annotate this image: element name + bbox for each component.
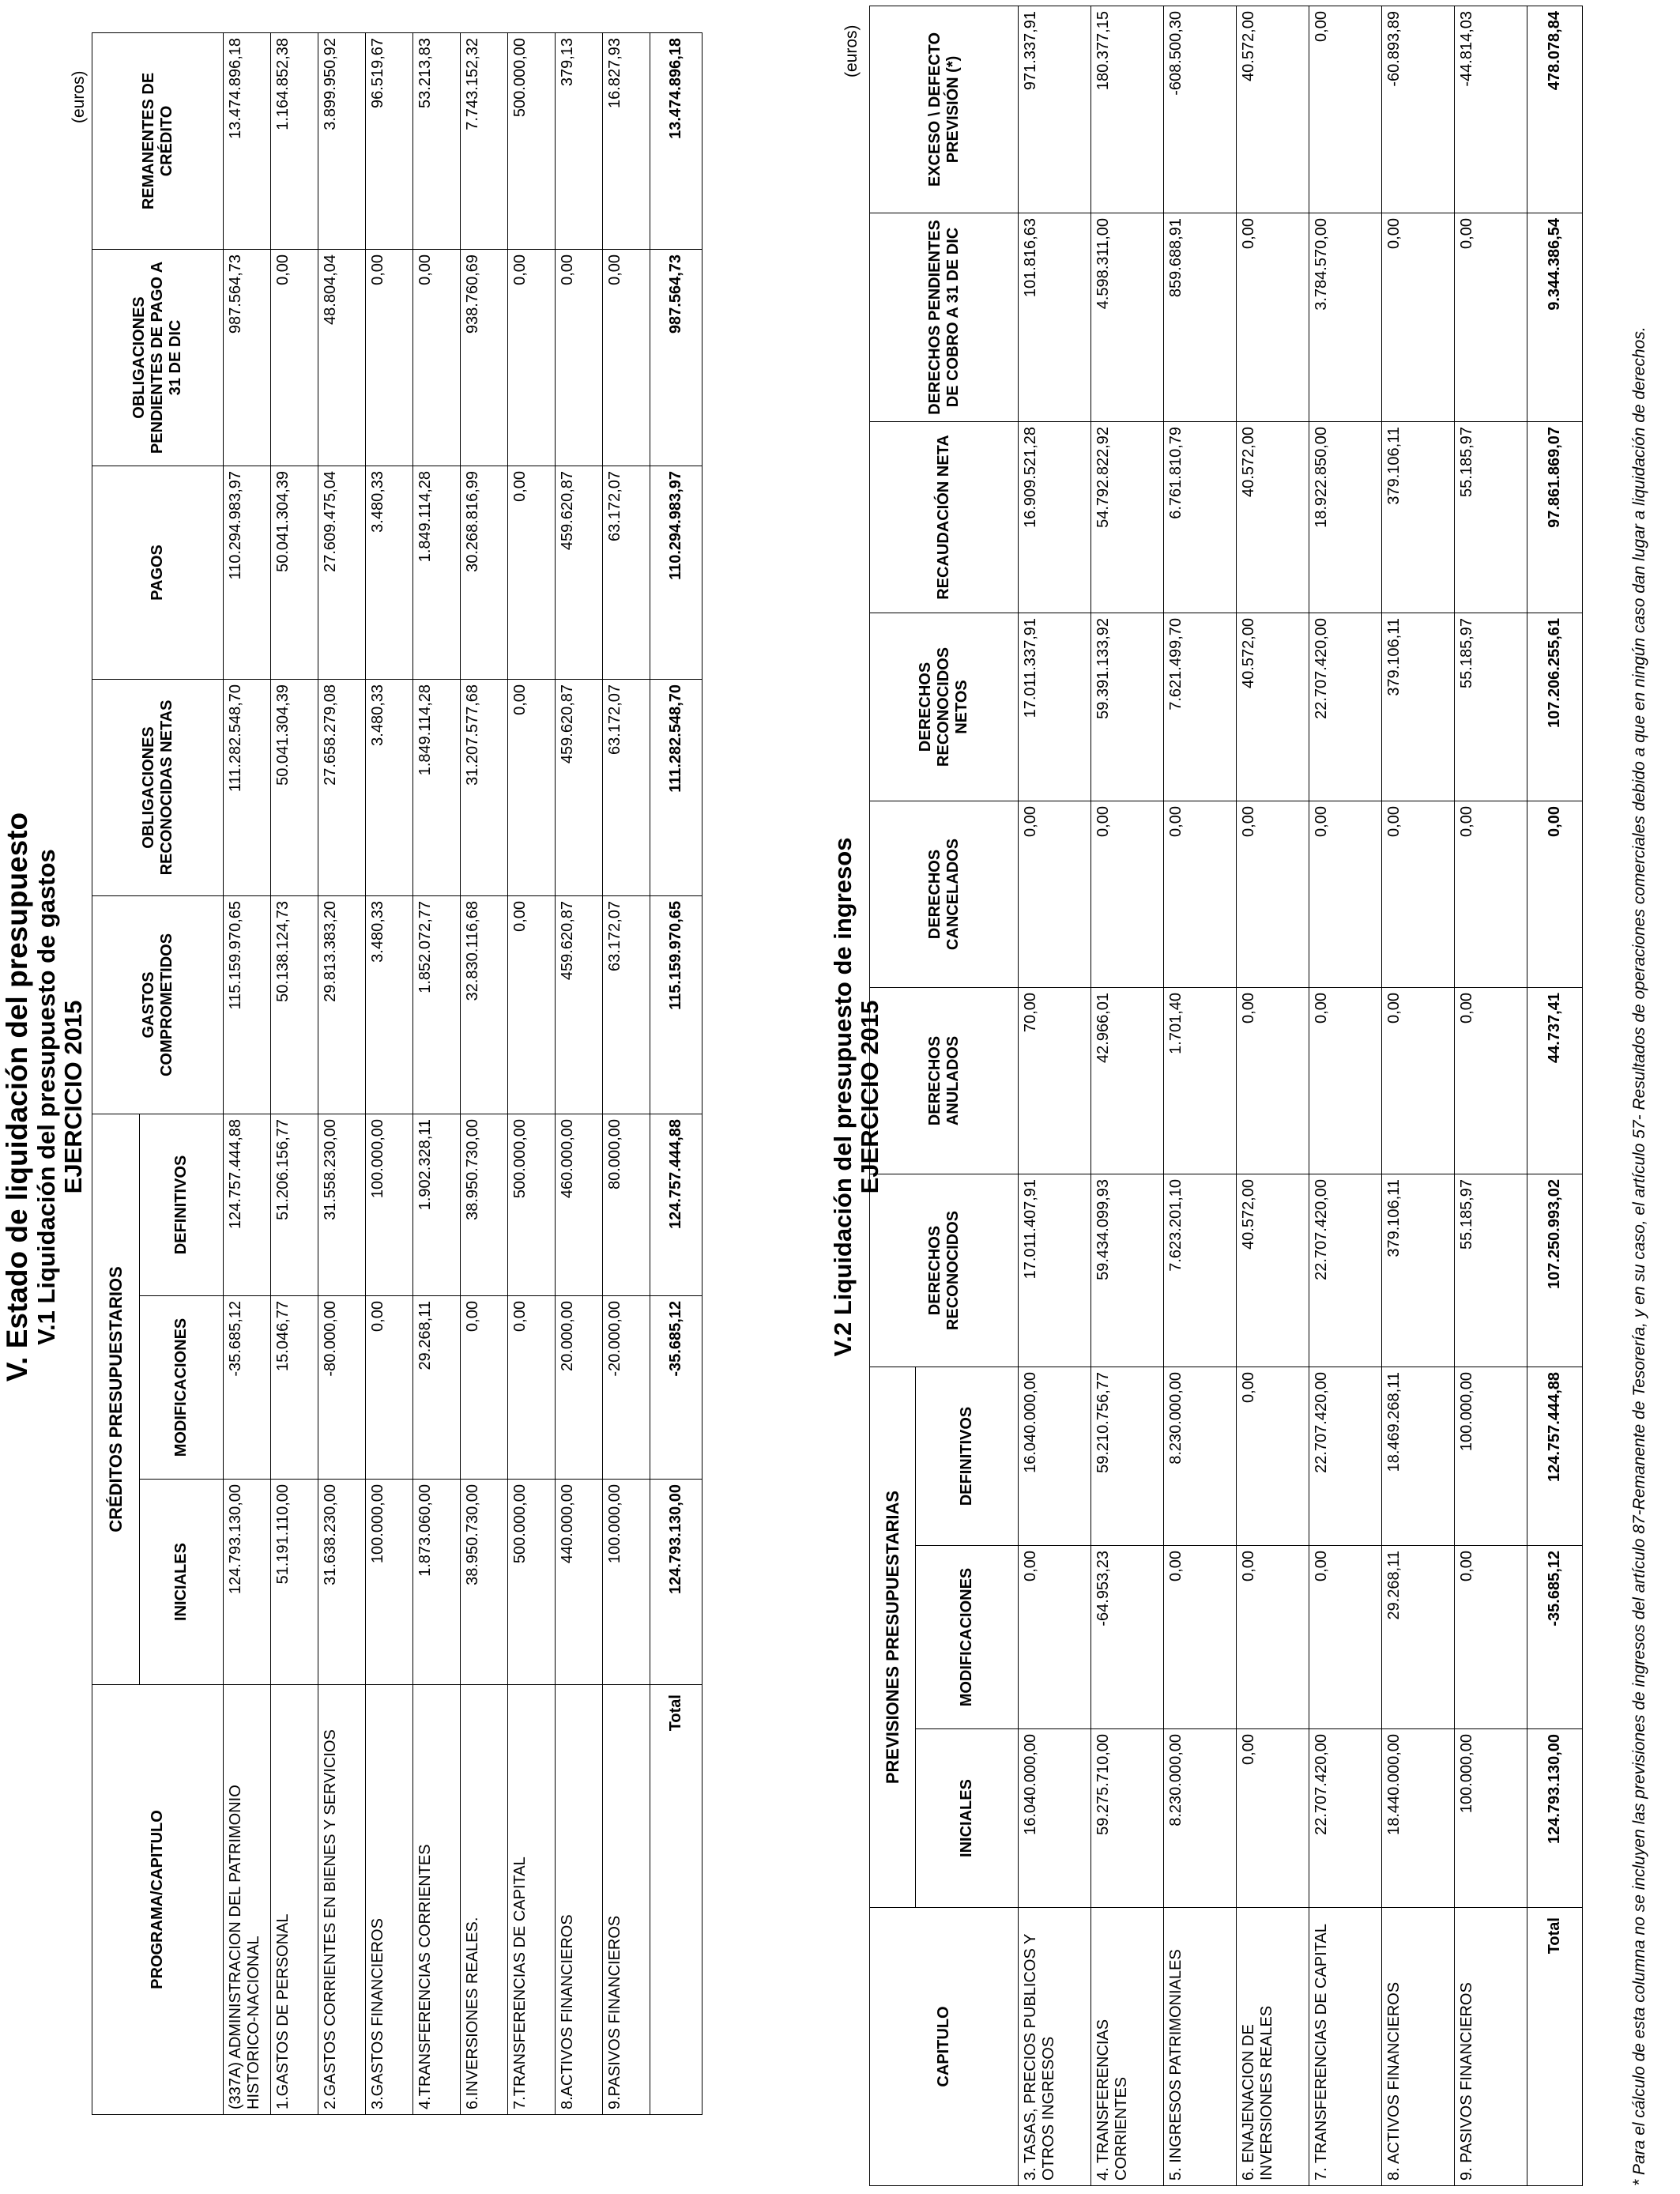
cell-value: 0,00: [1237, 1729, 1309, 1908]
cell-value: 30.268.816,99: [461, 466, 508, 679]
header-capitulo: CAPITULO: [870, 1908, 1019, 2186]
row-label: 8. ACTIVOS FINANCIEROS: [1382, 1908, 1455, 2186]
cell-value: 6.761.810,79: [1164, 422, 1237, 613]
cell-value: 32.830.116,68: [461, 895, 508, 1114]
cell-value: -35.685,12: [650, 1296, 703, 1480]
row-label: 3.GASTOS FINANCIEROS: [366, 1685, 413, 2115]
cell-value: 22.707.420,00: [1309, 1367, 1382, 1546]
cell-value: 440.000,00: [556, 1480, 603, 1685]
page-title: V. Estado de liquidación del presupuesto: [1, 812, 33, 1382]
cell-value: 8.230.000,00: [1164, 1367, 1237, 1546]
gastos-ejercicio: EJERCICIO 2015: [59, 1000, 87, 1194]
cell-value: 59.434.099,93: [1091, 1174, 1164, 1367]
cell-value: 478.078,84: [1527, 6, 1583, 213]
cell-value: 54.792.822,92: [1091, 422, 1164, 613]
cell-value: 7.621.499,70: [1164, 613, 1237, 801]
row-label: Total: [650, 1685, 703, 2115]
cell-value: 40.572,00: [1237, 613, 1309, 801]
table-row: [556, 32, 603, 2114]
cell-value: 115.159.970,65: [224, 895, 271, 1114]
cell-value: 459.620,87: [556, 895, 603, 1114]
cell-value: 59.210.756,77: [1091, 1367, 1164, 1546]
table-row: [1164, 6, 1237, 2186]
row-label: 7. TRANSFERENCIAS DE CAPITAL: [1309, 1908, 1382, 2186]
cell-value: 0,00: [1237, 1367, 1309, 1546]
cell-value: 0,00: [508, 895, 556, 1114]
cell-value: 0,00: [508, 466, 556, 679]
cell-value: 29.813.383,20: [318, 895, 366, 1114]
cell-value: 16.040.000,00: [1019, 1729, 1091, 1908]
cell-value: 42.966,01: [1091, 988, 1164, 1174]
header-remanentes: REMANENTES DE CRÉDITO: [92, 32, 224, 249]
cell-value: -64.953,23: [1091, 1546, 1164, 1729]
cell-value: 0,00: [1382, 801, 1455, 988]
cell-value: 59.391.133,92: [1091, 613, 1164, 801]
header-derechos-netos: DERECHOS RECONOCIDOS NETOS: [870, 613, 1019, 801]
gastos-subtitle: V.1 Liquidación del presupuesto de gastos: [32, 849, 60, 1345]
cell-value: -35.685,12: [224, 1296, 271, 1480]
cell-value: 96.519,67: [366, 32, 413, 249]
cell-value: 1.701,40: [1164, 988, 1237, 1174]
cell-value: 16.040.000,00: [1019, 1367, 1091, 1546]
row-label: 9.PASIVOS FINANCIEROS: [603, 1685, 650, 2115]
table-row: [271, 32, 318, 2114]
header-derechos-anulados: DERECHOS ANULADOS: [870, 988, 1019, 1174]
cell-value: 59.275.710,00: [1091, 1729, 1164, 1908]
cell-value: 0,00: [413, 249, 461, 466]
cell-value: 0,00: [1455, 988, 1527, 1174]
cell-value: 0,00: [1237, 988, 1309, 1174]
row-label: 6.INVERSIONES REALES.: [461, 1685, 508, 2115]
table-row: [1382, 6, 1455, 2186]
cell-value: 1.849.114,28: [413, 466, 461, 679]
cell-value: 100.000,00: [1455, 1729, 1527, 1908]
header-gastos-comprometidos: GASTOS COMPROMETIDOS: [92, 895, 224, 1114]
table-row: [366, 32, 413, 2114]
total-row: [1527, 6, 1583, 2186]
header-programa: PROGRAMA/CAPITULO: [92, 1685, 224, 2115]
cell-value: 4.598.311,00: [1091, 213, 1164, 422]
header-modificaciones: MODIFICACIONES: [916, 1546, 1019, 1729]
row-label: 3. TASAS, PRECIOS PUBLICOS Y OTROS INGRESOS: [1019, 1908, 1091, 2186]
table-row: [224, 32, 271, 2114]
header-obligaciones-reconocidas: OBLIGACIONES RECONOCIDAS NETAS: [92, 679, 224, 895]
cell-value: 460.000,00: [556, 1114, 603, 1295]
cell-value: 0,00: [461, 1296, 508, 1480]
cell-value: 0,00: [1019, 1546, 1091, 1729]
row-label: Total: [1527, 1908, 1583, 2186]
header-recaudacion-neta: RECAUDACIÓN NETA: [870, 422, 1019, 613]
cell-value: 100.000,00: [603, 1480, 650, 1685]
cell-value: 500.000,00: [508, 1480, 556, 1685]
cell-value: 1.849.114,28: [413, 679, 461, 895]
cell-value: 0,00: [603, 249, 650, 466]
cell-value: 40.572,00: [1237, 6, 1309, 213]
cell-value: 17.011.337,91: [1019, 613, 1091, 801]
cell-value: 40.572,00: [1237, 422, 1309, 613]
cell-value: 27.609.475,04: [318, 466, 366, 679]
cell-value: 50.041.304,39: [271, 679, 318, 895]
cell-value: 101.816,63: [1019, 213, 1091, 422]
cell-value: 0,00: [1237, 801, 1309, 988]
cell-value: 0,00: [508, 1296, 556, 1480]
header-derechos-reconocidos: DERECHOS RECONOCIDOS: [870, 1174, 1019, 1367]
cell-value: 100.000,00: [1455, 1367, 1527, 1546]
table-row: [1019, 6, 1091, 2186]
cell-value: 1.902.328,11: [413, 1114, 461, 1295]
cell-value: 48.804,04: [318, 249, 366, 466]
cell-value: 97.861.869,07: [1527, 422, 1583, 613]
cell-value: 7.743.152,32: [461, 32, 508, 249]
cell-value: 55.185,97: [1455, 613, 1527, 801]
cell-value: 51.206.156,77: [271, 1114, 318, 1295]
row-label: 5. INGRESOS PATRIMONIALES: [1164, 1908, 1237, 2186]
cell-value: 0,00: [508, 249, 556, 466]
cell-value: 379,13: [556, 32, 603, 249]
cell-value: 0,00: [1309, 801, 1382, 988]
header-creditos-presupuestarios: CRÉDITOS PRESUPUESTARIOS: [92, 1114, 140, 1684]
cell-value: 124.793.130,00: [224, 1480, 271, 1685]
cell-value: 27.658.279,08: [318, 679, 366, 895]
cell-value: 110.294.983,97: [224, 466, 271, 679]
gastos-unit-label: (euros): [70, 70, 88, 123]
table-row: [508, 32, 556, 2114]
cell-value: 0,00: [1382, 988, 1455, 1174]
cell-value: 110.294.983,97: [650, 466, 703, 679]
cell-value: 8.230.000,00: [1164, 1729, 1237, 1908]
row-label: 7.TRANSFERENCIAS DE CAPITAL: [508, 1685, 556, 2115]
cell-value: 3.480,33: [366, 679, 413, 895]
cell-value: 22.707.420,00: [1309, 1729, 1382, 1908]
cell-value: 379.106,11: [1382, 1174, 1455, 1367]
cell-value: 29.268,11: [413, 1296, 461, 1480]
cell-value: 31.558.230,00: [318, 1114, 366, 1295]
table-row: [1455, 6, 1527, 2186]
cell-value: 63.172,07: [603, 895, 650, 1114]
cell-value: 29.268,11: [1382, 1546, 1455, 1729]
cell-value: 38.950.730,00: [461, 1114, 508, 1295]
cell-value: 0,00: [271, 249, 318, 466]
total-row: [650, 32, 703, 2114]
cell-value: 3.784.570,00: [1309, 213, 1382, 422]
cell-value: 0,00: [1382, 213, 1455, 422]
cell-value: 0,00: [1527, 801, 1583, 988]
cell-value: 107.206.255,61: [1527, 613, 1583, 801]
cell-value: 13.474.896,18: [650, 32, 703, 249]
header-pagos: PAGOS: [92, 466, 224, 679]
cell-value: 53.213,83: [413, 32, 461, 249]
cell-value: 31.638.230,00: [318, 1480, 366, 1685]
cell-value: 1.164.852,38: [271, 32, 318, 249]
cell-value: 0,00: [1164, 801, 1237, 988]
cell-value: 100.000,00: [366, 1480, 413, 1685]
cell-value: 100.000,00: [366, 1114, 413, 1295]
cell-value: 0,00: [1237, 213, 1309, 422]
row-label: 1.GASTOS DE PERSONAL: [271, 1685, 318, 2115]
cell-value: 20.000,00: [556, 1296, 603, 1480]
cell-value: 107.250.993,02: [1527, 1174, 1583, 1367]
cell-value: 16.909.521,28: [1019, 422, 1091, 613]
cell-value: 0,00: [1309, 6, 1382, 213]
cell-value: 987.564,73: [650, 249, 703, 466]
ingresos-ejercicio: EJERCICIO 2015: [856, 1000, 883, 1194]
cell-value: 3.480,33: [366, 466, 413, 679]
gastos-table: [92, 32, 703, 2115]
cell-value: 0,00: [366, 1296, 413, 1480]
cell-value: 22.707.420,00: [1309, 613, 1382, 801]
cell-value: 459.620,87: [556, 466, 603, 679]
header-iniciales: INICIALES: [140, 1480, 224, 1685]
cell-value: 55.185,97: [1455, 1174, 1527, 1367]
cell-value: 0,00: [366, 249, 413, 466]
cell-value: 111.282.548,70: [224, 679, 271, 895]
cell-value: 15.046,77: [271, 1296, 318, 1480]
cell-value: 0,00: [1455, 801, 1527, 988]
row-label: 8.ACTIVOS FINANCIEROS: [556, 1685, 603, 2115]
table-row: [413, 32, 461, 2114]
row-label: 6. ENAJENACION DE INVERSIONES REALES: [1237, 1908, 1309, 2186]
header-obligaciones-pendientes: OBLIGACIONES PENDIENTES DE PAGO A 31 DE DIC: [92, 249, 224, 466]
cell-value: 13.474.896,18: [224, 32, 271, 249]
cell-value: 38.950.730,00: [461, 1480, 508, 1685]
gastos-table-body: [224, 32, 703, 2114]
table-row: [318, 32, 366, 2114]
cell-value: 971.337,91: [1019, 6, 1091, 213]
cell-value: 0,00: [1309, 1546, 1382, 1729]
cell-value: 124.757.444,88: [1527, 1367, 1583, 1546]
row-label: 4.TRANSFERENCIAS CORRIENTES: [413, 1685, 461, 2115]
cell-value: 51.191.110,00: [271, 1480, 318, 1685]
cell-value: 44.737,41: [1527, 988, 1583, 1174]
row-label: 2.GASTOS CORRIENTES EN BIENES Y SERVICIOS: [318, 1685, 366, 2115]
cell-value: 1.873.060,00: [413, 1480, 461, 1685]
cell-value: 22.707.420,00: [1309, 1174, 1382, 1367]
cell-value: 938.760,69: [461, 249, 508, 466]
cell-value: -80.000,00: [318, 1296, 366, 1480]
header-definitivos: DEFINITIVOS: [916, 1367, 1019, 1546]
header-modificaciones: MODIFICACIONES: [140, 1296, 224, 1480]
cell-value: -60.893,89: [1382, 6, 1455, 213]
table-row: [1091, 6, 1164, 2186]
cell-value: 50.138.124,73: [271, 895, 318, 1114]
cell-value: 0,00: [556, 249, 603, 466]
header-derechos-pendientes: DERECHOS PENDIENTES DE COBRO A 31 DE DIC: [870, 213, 1019, 422]
cell-value: 987.564,73: [224, 249, 271, 466]
cell-value: 3.899.950,92: [318, 32, 366, 249]
cell-value: 124.757.444,88: [224, 1114, 271, 1295]
header-iniciales: INICIALES: [916, 1729, 1019, 1908]
header-exceso-defecto: EXCESO \ DEFECTO PREVISIÓN (*): [870, 6, 1019, 213]
cell-value: 111.282.548,70: [650, 679, 703, 895]
cell-value: 55.185,97: [1455, 422, 1527, 613]
row-label: 9. PASIVOS FINANCIEROS: [1455, 1908, 1527, 2186]
cell-value: 459.620,87: [556, 679, 603, 895]
cell-value: 115.159.970,65: [650, 895, 703, 1114]
cell-value: 0,00: [1019, 801, 1091, 988]
cell-value: 379.106,11: [1382, 422, 1455, 613]
cell-value: -608.500,30: [1164, 6, 1237, 213]
table-row: [603, 32, 650, 2114]
cell-value: 18.469.268,11: [1382, 1367, 1455, 1546]
cell-value: 0,00: [1091, 801, 1164, 988]
cell-value: 124.757.444,88: [650, 1114, 703, 1295]
ingresos-table-body: [1019, 6, 1583, 2186]
cell-value: 859.688,91: [1164, 213, 1237, 422]
table-row: [1237, 6, 1309, 2186]
cell-value: 500.000,00: [508, 1114, 556, 1295]
cell-value: 379.106,11: [1382, 613, 1455, 801]
table-row: [1309, 6, 1382, 2186]
row-label: (337A) ADMINISTRACION DEL PATRIMONIO HISTORICO-NACIONAL: [224, 1685, 271, 2115]
cell-value: 70,00: [1019, 988, 1091, 1174]
cell-value: 31.207.577,68: [461, 679, 508, 895]
header-derechos-cancelados: DERECHOS CANCELADOS: [870, 801, 1019, 988]
cell-value: 63.172,07: [603, 679, 650, 895]
footnote: * Para el cálculo de esta columna no se incluyen las previsiones de ingresos del artículo 87-Remanente de Tesorería, y en su caso, el artículo 57- Resultados de operaciones comerciales debido a que en ningún caso dan lugar a liquidación de derechos.: [1630, 326, 1648, 2186]
cell-value: 0,00: [1455, 1546, 1527, 1729]
cell-value: 180.377,15: [1091, 6, 1164, 213]
cell-value: 80.000,00: [603, 1114, 650, 1295]
ingresos-unit-label: (euros): [842, 25, 861, 77]
row-label: 4. TRANSFERENCIAS CORRIENTES: [1091, 1908, 1164, 2186]
cell-value: 18.922.850,00: [1309, 422, 1382, 613]
cell-value: 0,00: [508, 679, 556, 895]
cell-value: 18.440.000,00: [1382, 1729, 1455, 1908]
cell-value: 0,00: [1164, 1546, 1237, 1729]
cell-value: 9.344.386,54: [1527, 213, 1583, 422]
cell-value: 0,00: [1237, 1546, 1309, 1729]
cell-value: 124.793.130,00: [650, 1480, 703, 1685]
cell-value: 0,00: [1455, 213, 1527, 422]
cell-value: 16.827,93: [603, 32, 650, 249]
cell-value: 500.000,00: [508, 32, 556, 249]
cell-value: -44.814,03: [1455, 6, 1527, 213]
table-row: [461, 32, 508, 2114]
ingresos-table: [869, 6, 1583, 2186]
cell-value: 1.852.072,77: [413, 895, 461, 1114]
cell-value: 50.041.304,39: [271, 466, 318, 679]
header-definitivos: DEFINITIVOS: [140, 1114, 224, 1295]
cell-value: -20.000,00: [603, 1296, 650, 1480]
cell-value: 7.623.201,10: [1164, 1174, 1237, 1367]
cell-value: 40.572,00: [1237, 1174, 1309, 1367]
cell-value: 0,00: [1309, 988, 1382, 1174]
cell-value: 63.172,07: [603, 466, 650, 679]
header-previsiones-presupuestarias: PREVISIONES PRESUPUESTARIAS: [870, 1367, 916, 1908]
ingresos-title: V.2 Liquidación del presupuesto de ingresos: [829, 837, 857, 1357]
cell-value: -35.685,12: [1527, 1546, 1583, 1729]
cell-value: 17.011.407,91: [1019, 1174, 1091, 1367]
cell-value: 124.793.130,00: [1527, 1729, 1583, 1908]
cell-value: 3.480,33: [366, 895, 413, 1114]
